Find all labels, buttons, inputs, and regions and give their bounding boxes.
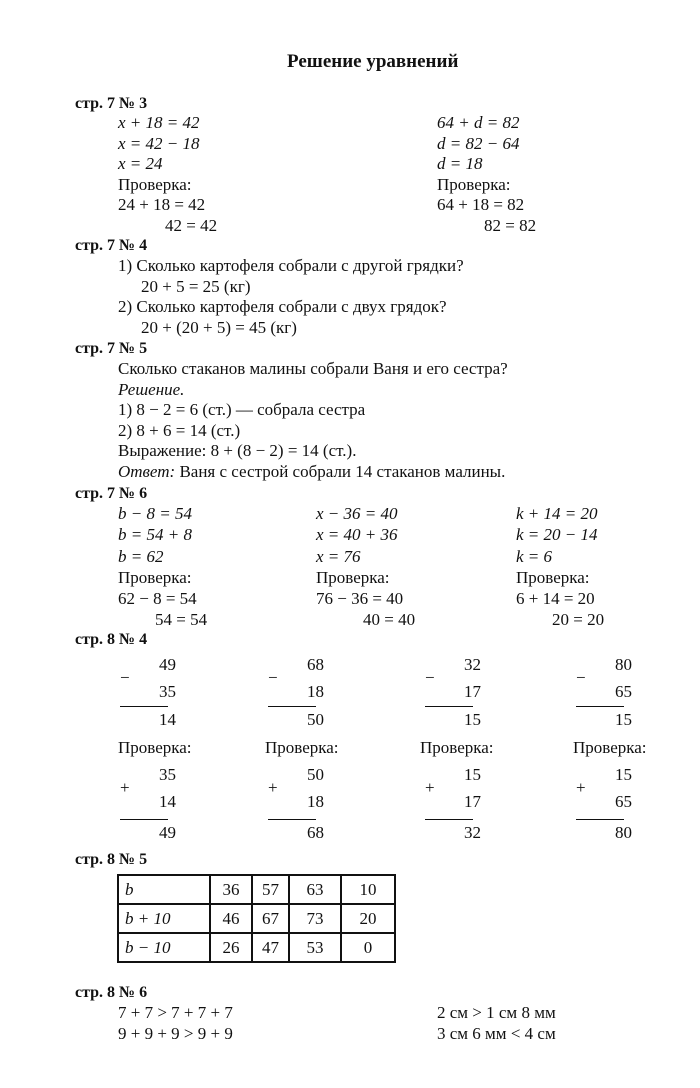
- subtrahend: 35: [159, 682, 176, 701]
- eq-line: d = 82 − 64: [437, 133, 520, 153]
- plus-sign: +: [425, 778, 435, 797]
- result-line: [268, 819, 316, 820]
- check-line: 64 + 18 = 82: [437, 195, 525, 215]
- minus-sign: −: [576, 668, 586, 687]
- subtrahend: 17: [464, 682, 481, 701]
- sum: 49: [159, 823, 176, 842]
- answer-label: Ответ:: [118, 461, 176, 481]
- table-cell: 63: [289, 875, 341, 904]
- sum: 68: [307, 823, 324, 842]
- calc-line: 20 + (20 + 5) = 45 (кг): [141, 317, 297, 337]
- comparison-line: 9 + 9 + 9 > 9 + 9: [118, 1024, 233, 1043]
- check-line: 54 = 54: [155, 610, 208, 630]
- eq-line: x + 18 = 42: [118, 113, 200, 132]
- table-cell: 47: [252, 933, 289, 962]
- subtrahend: 18: [307, 682, 324, 701]
- eq-line: x − 36 = 40: [316, 504, 398, 523]
- minuend: 80: [615, 655, 632, 674]
- result-line: [425, 706, 473, 707]
- result-line: [576, 819, 624, 820]
- check-line: 82 = 82: [484, 215, 537, 235]
- comparison-line: 7 + 7 > 7 + 7 + 7: [118, 1003, 233, 1022]
- eq-line: d = 18: [437, 154, 483, 174]
- eq-line: 64 + d = 82: [437, 113, 520, 132]
- page-title: Решение уравнений: [287, 51, 459, 72]
- sum: 32: [464, 823, 481, 842]
- table-cell: 53: [289, 933, 341, 962]
- s7-right: [437, 1002, 556, 1044]
- difference: 15: [615, 710, 632, 729]
- s3-solution: [118, 359, 508, 482]
- addend: 65: [615, 792, 632, 811]
- calc-line: 1) 8 − 2 = 6 (ст.) — собрала сестра: [118, 400, 366, 419]
- result-line: [425, 819, 473, 820]
- row-header: b: [118, 875, 210, 904]
- eq-line: x = 76: [316, 546, 361, 566]
- difference: 15: [464, 710, 481, 729]
- result-line: [120, 819, 168, 820]
- row-header: b + 10: [118, 904, 210, 933]
- check-line: 62 − 8 = 54: [118, 589, 197, 609]
- addend: 35: [159, 765, 176, 784]
- eq-line: b = 54 + 8: [118, 525, 192, 545]
- difference: 50: [307, 710, 324, 729]
- check-line: 20 = 20: [552, 610, 605, 630]
- table-cell: 67: [252, 904, 289, 933]
- comparison-line: 2 см > 1 см 8 мм: [437, 1003, 556, 1022]
- s1-right-solution: [437, 113, 536, 237]
- s7-left: [118, 1002, 233, 1044]
- table-row: [118, 904, 395, 933]
- eq-line: k = 20 − 14: [516, 525, 598, 545]
- check-line: 24 + 18 = 42: [118, 195, 206, 215]
- table-row: [118, 875, 395, 904]
- minuend: 68: [307, 655, 324, 674]
- expression-line: Выражение: 8 + (8 − 2) = 14 (ст.).: [118, 441, 357, 460]
- addend: 15: [464, 765, 481, 784]
- table-cell: 36: [210, 875, 252, 904]
- answer-text: Ваня с сестрой собрали 14 стаканов малины.: [179, 461, 506, 481]
- table-cell: 20: [341, 904, 395, 933]
- check-label: Проверка:: [516, 567, 590, 587]
- difference: 14: [159, 710, 176, 729]
- table-cell: 73: [289, 904, 341, 933]
- section-heading-s7: стр. 8 № 6: [75, 984, 148, 1001]
- eq-line: x = 24: [118, 154, 163, 174]
- eq-line: b = 62: [118, 546, 164, 566]
- table-cell: 0: [341, 933, 395, 962]
- check-line: 76 − 36 = 40: [316, 589, 404, 609]
- minus-sign: −: [425, 668, 435, 687]
- question-line: 2) Сколько картофеля собрали с двух грядок?: [118, 297, 447, 316]
- sum: 80: [615, 823, 632, 842]
- values-table: [117, 874, 396, 963]
- table-cell: 10: [341, 875, 395, 904]
- check-label: Проверка:: [437, 174, 511, 194]
- check-label: Проверка:: [118, 567, 192, 587]
- check-label: Проверка:: [265, 738, 339, 757]
- subtrahend: 65: [615, 682, 632, 701]
- s1-left-solution: [118, 113, 217, 237]
- check-label: Проверка:: [118, 174, 192, 194]
- eq-line: k = 6: [516, 546, 553, 566]
- addend: 14: [159, 792, 176, 811]
- s2-solution: [118, 256, 464, 338]
- question-line: Сколько стаканов малины собрали Ваня и его сестра?: [118, 359, 508, 378]
- eq-line: x = 42 − 18: [118, 133, 200, 153]
- minus-sign: −: [120, 668, 130, 687]
- comparison-line: 3 см 6 мм < 4 см: [437, 1024, 556, 1043]
- check-label: Проверка:: [118, 738, 192, 757]
- s4-col3: [516, 503, 604, 631]
- plus-sign: +: [268, 778, 278, 797]
- plus-sign: +: [120, 778, 130, 797]
- section-heading-s1: стр. 7 № 3: [75, 95, 148, 112]
- table-cell: 26: [210, 933, 252, 962]
- s4-col2: [316, 503, 415, 631]
- table-row: [118, 933, 395, 962]
- check-line: 40 = 40: [363, 610, 416, 630]
- answer-line: [118, 462, 508, 483]
- check-label: Проверка:: [420, 738, 494, 757]
- section-heading-s6: стр. 8 № 5: [75, 851, 148, 868]
- result-line: [120, 706, 168, 707]
- table-cell: 57: [252, 875, 289, 904]
- addend: 17: [464, 792, 481, 811]
- row-header: b − 10: [118, 933, 210, 962]
- calc-line: 20 + 5 = 25 (кг): [141, 276, 251, 296]
- minus-sign: −: [268, 668, 278, 687]
- eq-line: x = 40 + 36: [316, 525, 398, 545]
- calc-line: 2) 8 + 6 = 14 (ст.): [118, 420, 241, 440]
- result-line: [268, 706, 316, 707]
- eq-line: b − 8 = 54: [118, 504, 192, 523]
- addend: 50: [307, 765, 324, 784]
- section-heading-s5: стр. 8 № 4: [75, 631, 148, 648]
- check-label: Проверка:: [573, 738, 647, 757]
- section-heading-s2: стр. 7 № 4: [75, 237, 148, 254]
- question-line: 1) Сколько картофеля собрали с другой грядки?: [118, 256, 464, 275]
- check-line: 42 = 42: [165, 215, 218, 235]
- result-line: [576, 706, 624, 707]
- minuend: 32: [464, 655, 481, 674]
- section-heading-s4: стр. 7 № 6: [75, 485, 148, 502]
- minuend: 49: [159, 655, 176, 674]
- solution-label: Решение.: [118, 379, 185, 399]
- check-line: 6 + 14 = 20: [516, 589, 595, 609]
- check-label: Проверка:: [316, 567, 390, 587]
- addend: 18: [307, 792, 324, 811]
- plus-sign: +: [576, 778, 586, 797]
- table-cell: 46: [210, 904, 252, 933]
- s4-col1: [118, 503, 207, 631]
- eq-line: k + 14 = 20: [516, 504, 598, 523]
- addend: 15: [615, 765, 632, 784]
- section-heading-s3: стр. 7 № 5: [75, 340, 148, 357]
